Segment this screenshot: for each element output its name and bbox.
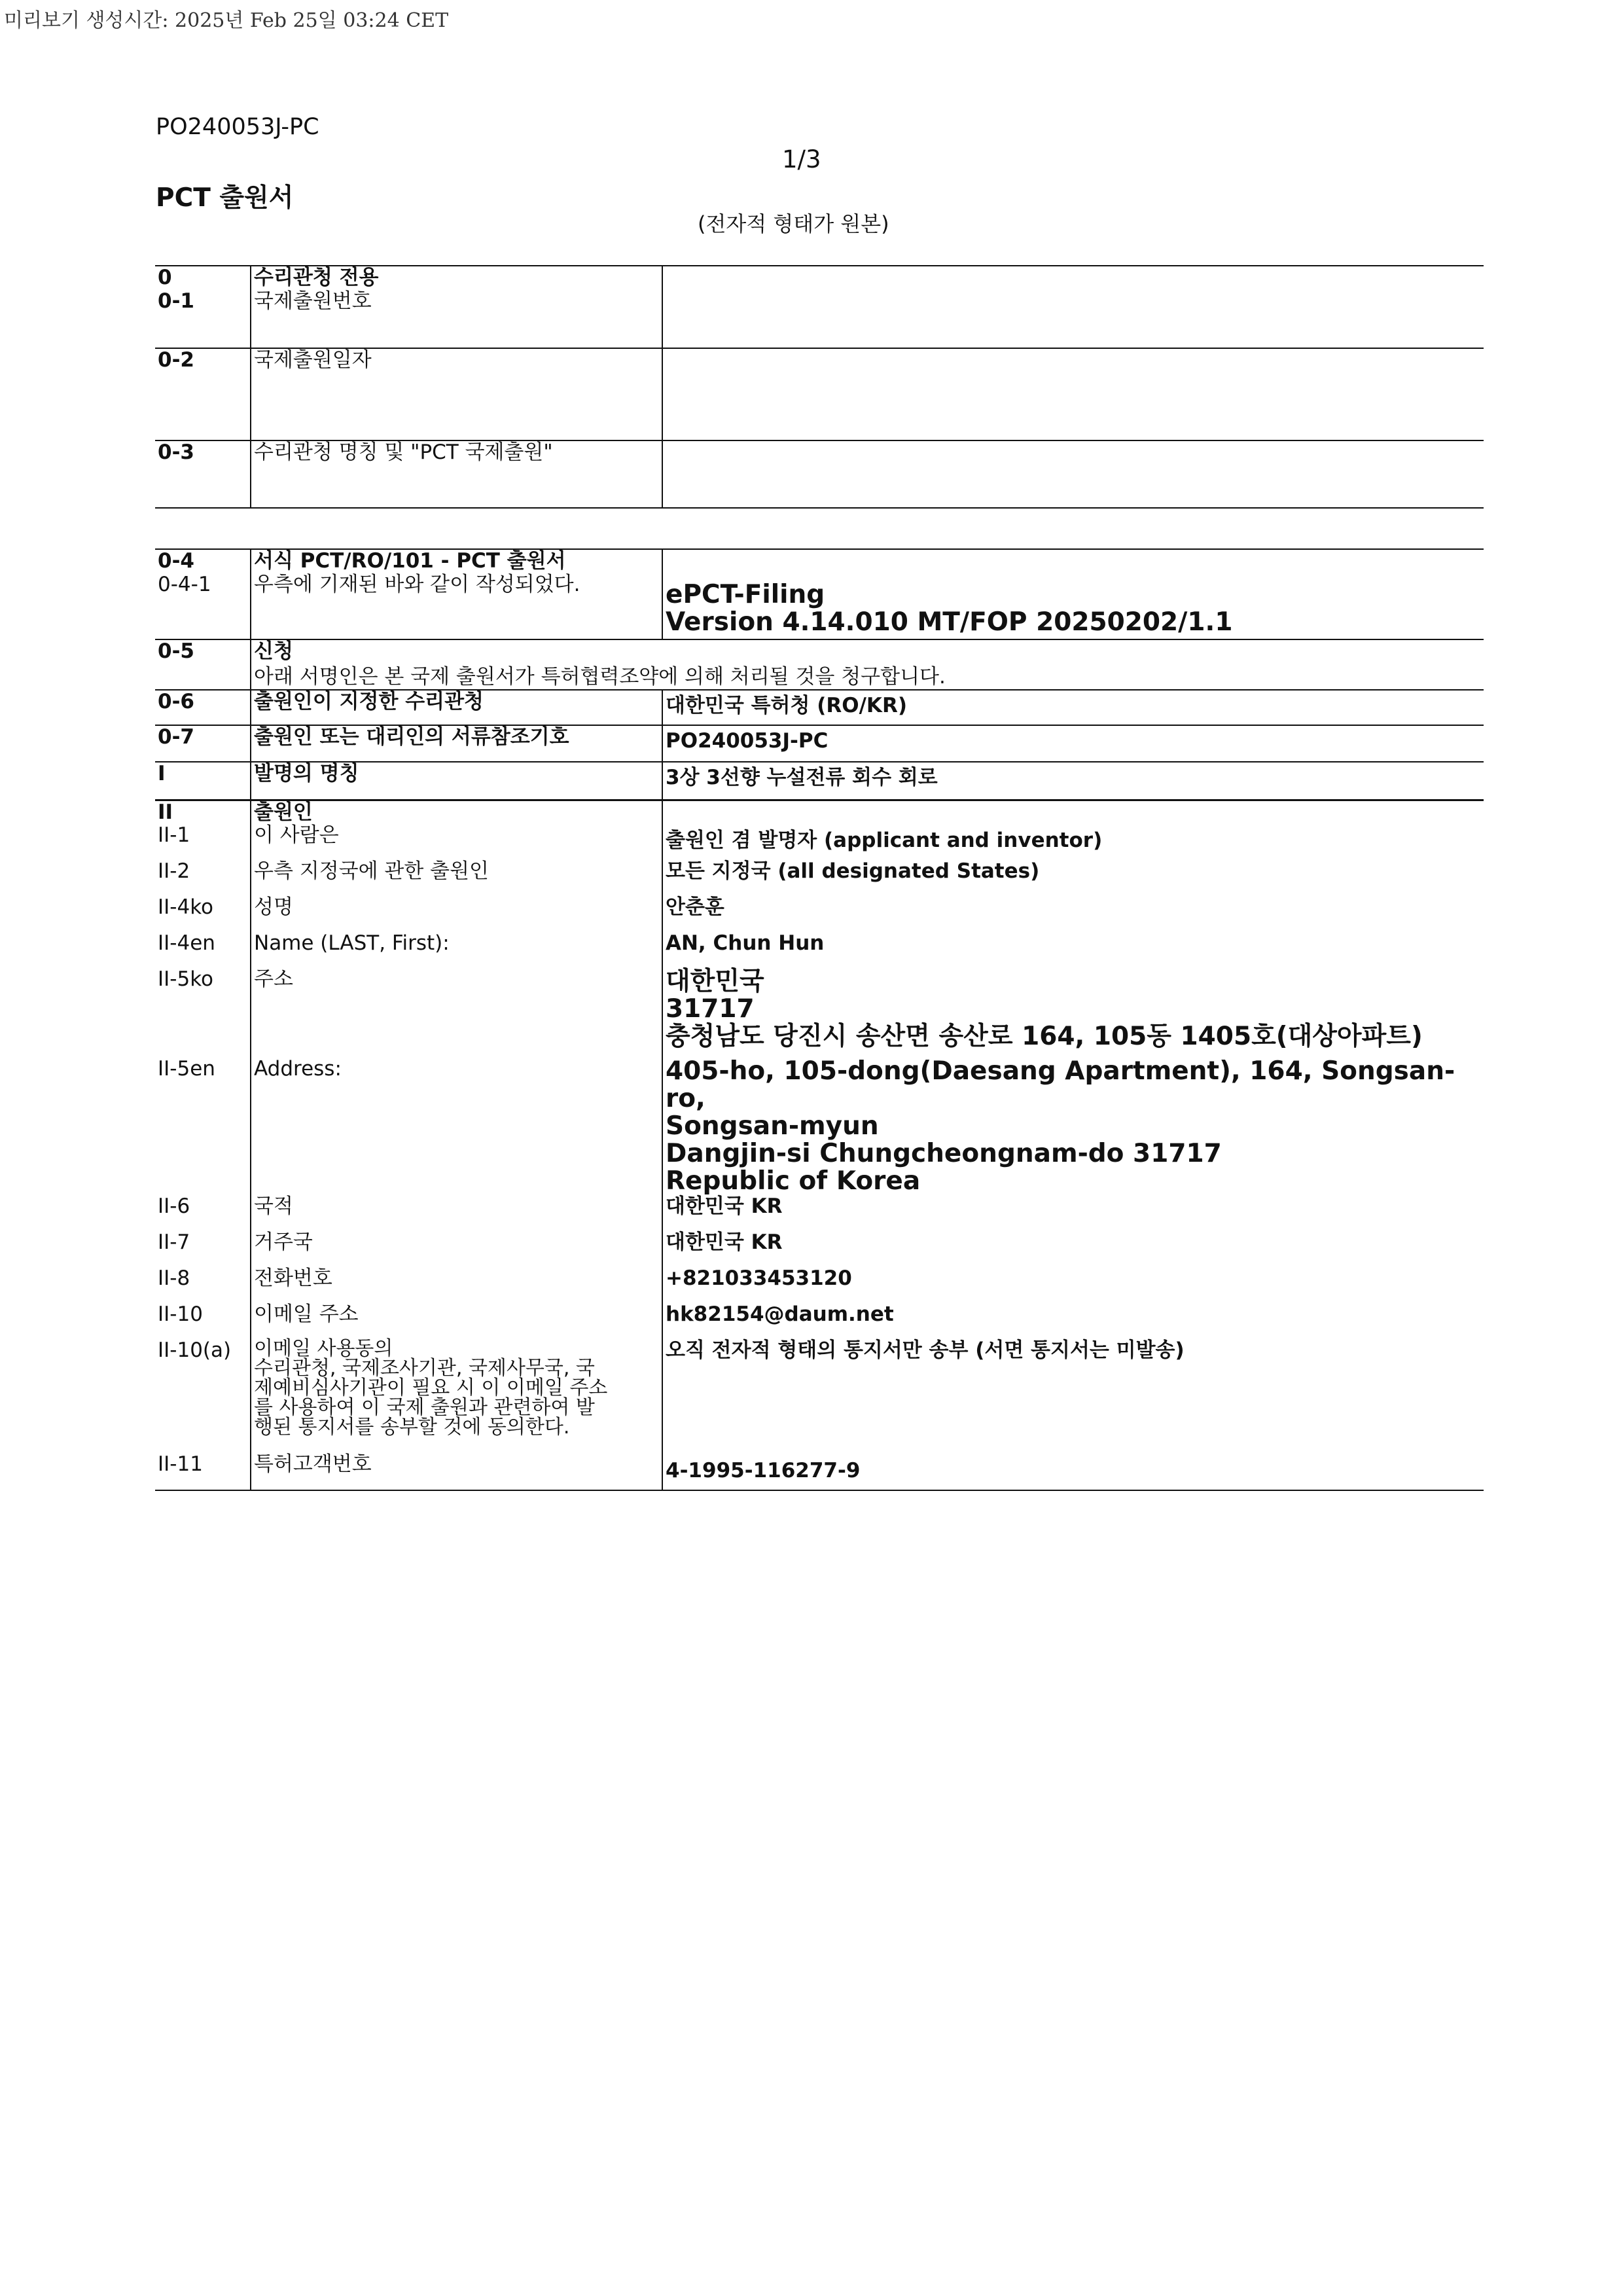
row-label: 전화번호: [251, 1267, 662, 1303]
request-statement: 아래 서명인은 본 국제 출원서가 특허협력조약에 의해 처리될 것을 청구합니다.: [251, 663, 1484, 690]
row-label: 신청: [251, 639, 662, 663]
row-number: II-4en: [158, 931, 215, 955]
row-number: 0-4-1: [158, 573, 211, 596]
row-number: 0-6: [155, 690, 251, 725]
row-label: 출원인이 지정한 수리관청: [251, 690, 662, 725]
residence-value: 대한민국 KR: [662, 1231, 1484, 1267]
page-number: 1/3: [782, 145, 821, 173]
row-number: II-11: [155, 1453, 251, 1490]
applicant-reference-value: PO240053J-PC: [662, 725, 1484, 762]
invention-title-value: 3상 3선향 누설전류 회수 회로: [662, 762, 1484, 800]
applicant-role-value: 출원인 겸 발명자 (applicant and inventor): [662, 824, 1484, 860]
row-label: 거주국: [251, 1231, 662, 1267]
table-row: [155, 968, 1484, 1058]
row-number: 0-4: [155, 549, 251, 573]
table-row: [155, 1231, 1484, 1267]
row-number: II-6: [158, 1194, 190, 1218]
address-ko-street: 충청남도 당진시 송산면 송산로 164, 105동 1405호(대상아파트): [666, 1022, 1423, 1051]
row-number: II-10(a): [158, 1338, 232, 1362]
address-en-line2: Songsan-myun: [666, 1111, 879, 1141]
row-number: II-5ko: [158, 967, 214, 991]
row-number: II-5en: [158, 1057, 215, 1081]
form-title: PCT 출원서: [156, 183, 294, 213]
table-row: [155, 690, 1484, 725]
table-row: [155, 1339, 1484, 1453]
table-row: [155, 762, 1484, 800]
address-en-line3: Dangjin-si Chungcheongnam-do 31717: [666, 1139, 1222, 1168]
row-number: 0: [155, 266, 251, 290]
office-use-table: [155, 265, 1484, 509]
row-label: 발명의 명칭: [251, 762, 662, 800]
address-en-line1: 405-ho, 105-dong(Daesang Apartment), 164, Songsan-ro,: [666, 1056, 1455, 1113]
email-consent-value: 오직 전자적 형태의 통지서만 송부 (서면 통지서는 미발송): [662, 1339, 1484, 1453]
row-number: 0-1: [158, 289, 195, 313]
row-label: 성명: [251, 896, 662, 932]
table-row: [155, 725, 1484, 762]
row-label: 우측 지정국에 관한 출원인: [251, 860, 662, 896]
row-number: I: [155, 762, 251, 800]
table-row: [155, 860, 1484, 896]
row-label: 출원인: [251, 800, 662, 825]
row-label: 국적: [251, 1195, 662, 1231]
row-number: II-4ko: [158, 895, 214, 919]
row-label: 이 사람은: [251, 824, 662, 860]
row-number: 0-5: [155, 639, 251, 663]
address-korean-value: [662, 968, 1484, 1058]
phone-value: +821033453120: [662, 1267, 1484, 1303]
row-label: 주소: [251, 968, 662, 1058]
table-row: [155, 1058, 1484, 1195]
row-label: 이메일 사용동의: [254, 1337, 393, 1360]
row-label: Address:: [251, 1058, 662, 1195]
row-number: II-7: [158, 1230, 190, 1254]
row-label: 출원인 또는 대리인의 서류참조기호: [251, 725, 662, 762]
table-row: [155, 1195, 1484, 1231]
table-row: [155, 266, 1484, 290]
office-value-cell: [662, 266, 1484, 348]
request-form-table: [155, 548, 1484, 1491]
table-row: [155, 663, 1484, 690]
row-label: 국제출원일자: [251, 348, 662, 440]
row-label: 수리관청 명칭 및 "PCT 국제출원": [251, 440, 662, 508]
table-row: [155, 800, 1484, 825]
preview-timestamp: 미리보기 생성시간: 2025년 Feb 25일 03:24 CET: [4, 9, 449, 32]
address-ko-country: 대한민국: [666, 967, 764, 996]
table-row: [155, 1267, 1484, 1303]
row-label: 특허고객번호: [251, 1453, 662, 1490]
name-english-value: AN, Chun Hun: [662, 932, 1484, 968]
row-value: [662, 549, 1484, 639]
row-number: II: [155, 800, 251, 825]
filing-software: ePCT-Filing: [666, 580, 825, 609]
filing-software-version: Version 4.14.010 MT/FOP 20250202/1.1: [666, 607, 1233, 637]
table-row: [155, 1453, 1484, 1490]
table-row: [155, 639, 1484, 663]
table-row: [155, 348, 1484, 440]
row-number: II-1: [158, 823, 190, 847]
address-ko-postcode: 31717: [666, 994, 755, 1024]
table-row: [155, 440, 1484, 508]
row-label: 우측에 기재된 바와 같이 작성되었다.: [251, 573, 662, 639]
row-number: II-10: [158, 1302, 203, 1326]
table-row: [155, 896, 1484, 932]
row-number: 0-2: [155, 348, 251, 440]
row-number: 0-3: [155, 440, 251, 508]
row-label: 수리관청 전용: [251, 266, 662, 290]
table-row: [155, 1303, 1484, 1339]
row-label: 국제출원번호: [251, 290, 662, 348]
consent-text-line: 를 사용하여 이 국제 출원과 관련하여 발: [254, 1396, 595, 1419]
office-value-cell: [662, 348, 1484, 440]
consent-text-line: 제예비심사기관이 필요 시 이 이메일 주소: [254, 1376, 608, 1399]
consent-text-line: 행된 통지서를 송부할 것에 동의한다.: [254, 1416, 570, 1439]
name-korean-value: 안춘훈: [662, 896, 1484, 932]
row-number: 0-7: [155, 725, 251, 762]
address-english-value: [662, 1058, 1484, 1195]
row-label: 서식 PCT/RO/101 - PCT 출원서: [251, 549, 662, 573]
address-en-line4: Republic of Korea: [666, 1166, 921, 1196]
customer-number-value: 4-1995-116277-9: [662, 1453, 1484, 1490]
designated-states-value: 모든 지정국 (all designated States): [662, 860, 1484, 896]
table-row: [155, 824, 1484, 860]
table-row: [155, 549, 1484, 573]
email-consent-cell: [251, 1339, 662, 1453]
row-label: Name (LAST, First):: [251, 932, 662, 968]
row-number: II-2: [158, 859, 190, 883]
original-form-note: (전자적 형태가 원본): [698, 211, 889, 236]
office-value-cell: [662, 440, 1484, 508]
row-label: 이메일 주소: [251, 1303, 662, 1339]
email-value: hk82154@daum.net: [662, 1303, 1484, 1339]
row-number: II-8: [158, 1266, 190, 1290]
nationality-value: 대한민국 KR: [662, 1195, 1484, 1231]
table-row: [155, 932, 1484, 968]
consent-text-line: 수리관청, 국제조사기관, 국제사무국, 국: [254, 1357, 595, 1380]
document-reference: PO240053J-PC: [156, 114, 319, 140]
receiving-office-value: 대한민국 특허청 (RO/KR): [662, 690, 1484, 725]
